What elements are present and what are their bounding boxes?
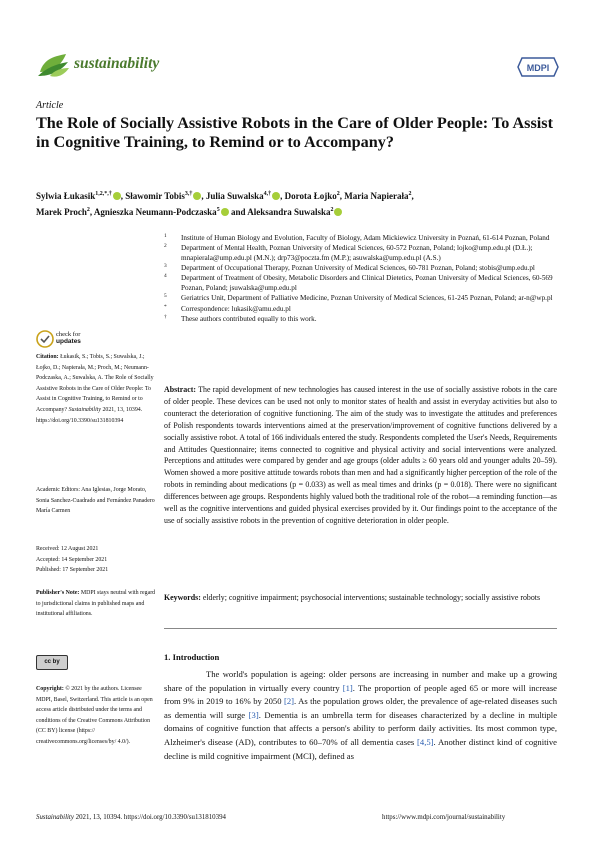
journal-name: sustainability bbox=[74, 55, 160, 72]
author-name: Aleksandra Suwalska bbox=[247, 207, 331, 217]
footer-journal-url[interactable]: https://www.mdpi.com/journal/sustainability bbox=[382, 814, 506, 821]
paper-title: The Role of Socially Assistive Robots in the Care of Older People: To Assist in Cognitive Training, to Remind or to Accompany? bbox=[36, 114, 553, 151]
journal-leaf-logo-icon bbox=[36, 50, 70, 80]
copyright-notice: Copyright: © 2021 by the authors. Licensee MDPI, Basel, Switzerland. This article is an open access article distributed under the terms and conditions of the Creative Commons Attribution (CC BY) license (https:// creativecommons.org/licenses/by/ 4.0/). bbox=[36, 686, 153, 745]
check-for-updates-icon[interactable] bbox=[36, 330, 54, 348]
publication-dates: Received: 12 August 2021 Accepted: 14 September 2021 Published: 17 September 2021 bbox=[36, 546, 109, 574]
affiliation-item: 4 Department of Treatment of Obesity, Metabolic Disorders and Clinical Dietetics, Poznan University of Medical Sciences, 60-569 Poznan, Poland; jsuwalska@ump.edu.pl bbox=[164, 273, 553, 293]
citation-link[interactable]: [2] bbox=[283, 696, 294, 707]
article-type: Article bbox=[36, 100, 64, 111]
check-for-updates-label[interactable]: check for updates bbox=[56, 331, 81, 345]
citation-link[interactable]: [3] bbox=[248, 709, 259, 720]
keywords: Keywords: elderly; cognitive impairment; psychosocial interventions; sustainable technology; socially assistive robots bbox=[164, 593, 541, 602]
equal-contribution-note: † These authors contributed equally to this work. bbox=[164, 313, 317, 323]
author-name: Marek Proch bbox=[36, 207, 87, 217]
footer-citation: Sustainability 2021, 13, 10394. https://doi.org/10.3390/su131810394 bbox=[36, 814, 226, 821]
orcid-icon[interactable] bbox=[193, 192, 201, 200]
citation-link[interactable]: [1] bbox=[342, 682, 353, 693]
orcid-icon[interactable] bbox=[272, 192, 280, 200]
publisher-note: Publisher's Note: MDPI stays neutral with regard to jurisdictional claims in published maps and institutional affiliations. bbox=[36, 590, 156, 618]
citation-link[interactable]: [4,5] bbox=[417, 736, 434, 747]
cc-by-license-icon[interactable]: cc by bbox=[36, 655, 68, 670]
affiliations bbox=[164, 234, 556, 325]
author-name: Maria Napierała bbox=[344, 191, 409, 201]
section-divider bbox=[164, 628, 557, 629]
correspondence: * Correspondence: lukasik@amu.edu.pl bbox=[164, 303, 291, 313]
mdpi-logo-text: MDPI bbox=[526, 63, 550, 73]
orcid-icon[interactable] bbox=[334, 208, 342, 216]
author-name: Agnieszka Neumann-Podczaska bbox=[93, 207, 217, 217]
introduction-paragraph: The world's population is ageing: older persons are increasing in number and make up a growing share of the population in virtually every country [1]. The proportion of people aged 65 or more will increase from 9% in 2019 to 16% by 2050 [2]. As the population grows older, the prevalence of age-related diseases such as dementia will surge [3]. Dementia is an umbrella term for diseases characterized by a decline in multiple domains of cognitive function that affects a person's ability to perform daily activities. Its most common type, Alzheimer's disease (AD), contributes to 60–70% of all dementia cases [4,5]. Another distinct kind of cognitive decline is mild cognitive impairment (MCI), defined as bbox=[164, 669, 558, 761]
citation-block: Citation: Łukasik, S.; Tobis, S.; Suwalska, J.; Łojko, D.; Napierała, M.; Proch, M.; Neumann-Podczaska, A.; Suwalska, A. The Role of Socially Assistive Robots in the Care of Older People: To Assist in Cognitive Training, to Remind or to Accompany? Sustainability 2021, 13, 10394. https://doi.org/10.3390/su131810394 bbox=[36, 354, 154, 424]
affiliation-item: 3 Department of Occupational Therapy, Poznan University of Medical Sciences, 60-781 Poznan, Poland; stobis@ump.edu.pl bbox=[164, 263, 535, 273]
author-name: Sławomir Tobis bbox=[125, 191, 185, 201]
academic-editors: Academic Editors: Ana Iglesias, Jorge Morato, Sonia Sanchez-Cuadrado and Fernández Panadero María Carmen bbox=[36, 487, 155, 515]
author-name: Dorota Łojko bbox=[284, 191, 337, 201]
abstract: Abstract: The rapid development of new technologies has caused interest in the use of socially assistive robots in the care of older people. These devices can be used not only to monitor states of health and assist in everyday activities but also to counteract the deterioration of cognitive functioning. The aim of the study was to investigate the attitudes and preferences of Polish respondents towards interventions aimed at the preservation/improvement of cognitive functions delivered by a socially assistive robot. A total of 166 individuals entered the study. Respondents completed the User's Needs, Requirements and Attitudes Questionnaire; items connected to cognitive and physical activity and social interventions were analyzed. Perceptions and attitudes were compared by gender and age groups (older adults ≥ 60 years old and younger adults 20–59). Women showed a more positive attitude towards robots than men and had a significantly higher perception of the role of the robots in reminding about medications (p = 0.033) as well as meal times and drinks (p = 0.018). There were no significant differences between age groups. Respondents highly valued both the traditional role of the robot—a reminding function—as well as the cognitive interventions and guided physical exercises provided by it. Our findings point to the acceptance of the use of socially assistive robots in the prevention of cognitive deterioration in older people. bbox=[164, 385, 558, 525]
affiliation-item: 2 Department of Mental Health, Poznan University of Medical Sciences, 60-572 Poznan, Poland; lojko@ump.edu.pl (D.Ł.); mnapierala@ump.edu.pl (M.N.); drp73@poczta.fm (M.P.); asuwalska@ump.edu.pl (A.S.) bbox=[164, 243, 533, 262]
affiliation-item: 5 Geriatrics Unit, Department of Palliative Medicine, Poznan University of Medical Sciences, 61-245 Poznan, Poland; ar-n@wp.pl bbox=[164, 293, 553, 303]
mdpi-logo-icon bbox=[516, 56, 560, 78]
orcid-icon[interactable] bbox=[221, 208, 229, 216]
affiliation-item: 1 Institute of Human Biology and Evolution, Faculty of Biology, Adam Mickiewicz University in Poznań, 61-614 Poznan, Poland bbox=[164, 233, 550, 242]
author-list: Sylwia Łukasik$^{1,2,*,\dagger}$ , Sławomir Tobis$^{3,\dagger}$ , Julia Suwalska$^{4,\dagger}$ , Dorota Łojko$^2$, Maria Napierała$^2$, Marek Proch$^2$, Agnieszka Neumann-Podczaska$^5$ and Aleksandra Suwalska$^2$ bbox=[36, 191, 414, 217]
orcid-icon[interactable] bbox=[113, 192, 121, 200]
section-heading-introduction: 1. Introduction bbox=[164, 652, 220, 662]
author-name: Sylwia Łukasik bbox=[36, 191, 96, 201]
author-name: Julia Suwalska bbox=[205, 191, 264, 201]
